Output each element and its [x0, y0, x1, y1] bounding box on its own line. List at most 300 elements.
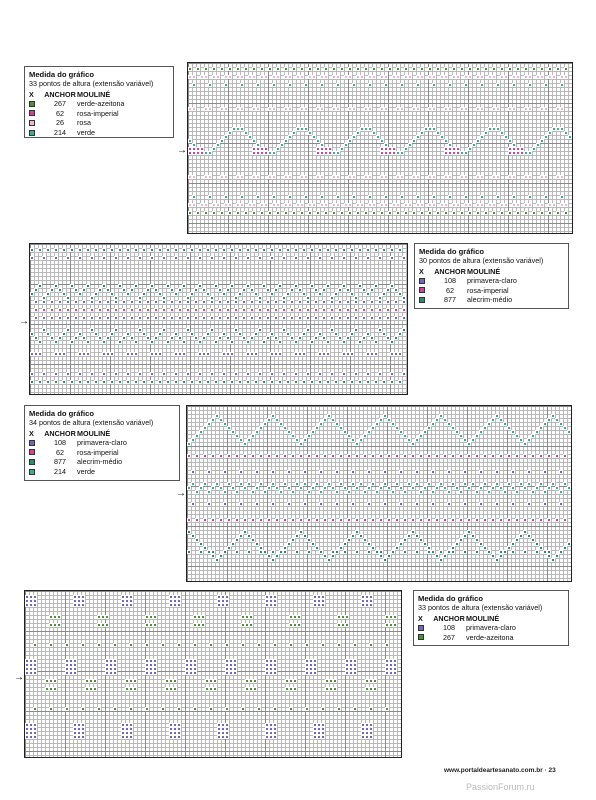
stitch-cell [242, 308, 246, 312]
legend-row: 214 verde [29, 128, 169, 138]
stitch-cell [288, 107, 292, 111]
stitch-cell [311, 486, 315, 490]
stitch-cell [142, 248, 146, 252]
stitch-cell [244, 211, 248, 215]
stitch-cell [215, 558, 219, 562]
stitch-cell [206, 248, 210, 252]
stitch-cell [74, 336, 78, 340]
stitch-cell [162, 256, 166, 260]
stitch-cell [129, 707, 133, 711]
stitch-cell [234, 256, 238, 260]
stitch-cell [195, 490, 199, 494]
stitch-cell [30, 380, 34, 384]
stitch-cell [564, 211, 568, 215]
stitch-cell [559, 470, 563, 474]
stitch-cell [118, 340, 122, 344]
stitch-cell [412, 211, 416, 215]
stitch-cell [240, 203, 244, 207]
color-swatch [419, 287, 425, 293]
stitch-cell [106, 308, 110, 312]
stitch-cell [210, 372, 214, 376]
stitch-cell [211, 518, 215, 522]
stitch-cell [142, 380, 146, 384]
stitch-cell [390, 380, 394, 384]
stitch-cell [293, 687, 297, 691]
stitch-cell [369, 603, 373, 607]
stitch-cell [339, 518, 343, 522]
stitch-cell [555, 554, 559, 558]
stitch-cell [499, 554, 503, 558]
stitch-cell [65, 643, 69, 647]
stitch-cell [211, 454, 215, 458]
stitch-cell [182, 248, 186, 252]
stitch-cell [444, 75, 448, 79]
stitch-cell [404, 211, 408, 215]
stitch-cell [278, 284, 282, 288]
stitch-cell [471, 482, 475, 486]
stitch-cell [323, 518, 327, 522]
stitch-cell [259, 482, 263, 486]
stitch-cell [235, 518, 239, 522]
stitch-cell [295, 550, 299, 554]
stitch-cell [272, 83, 276, 87]
stitch-cell [563, 454, 567, 458]
stitch-cell [338, 308, 342, 312]
stitch-cell [126, 372, 130, 376]
stitch-cell [363, 490, 367, 494]
stitch-cell [371, 454, 375, 458]
stitch-cell [126, 380, 130, 384]
stitch-cell [302, 352, 306, 356]
stitch-cell [256, 195, 260, 199]
stitch-cell [516, 75, 520, 79]
stitch-cell [230, 352, 234, 356]
stitch-cell [114, 316, 118, 320]
stitch-cell [298, 336, 302, 340]
stitch-cell [402, 256, 406, 260]
legend-4 [413, 590, 569, 646]
stitch-cell [224, 135, 228, 139]
stitch-cell [220, 139, 224, 143]
stitch-cell [448, 107, 452, 111]
stitch-cell [456, 75, 460, 79]
stitch-cell [78, 372, 82, 376]
stitch-cell [451, 518, 455, 522]
stitch-cell [210, 300, 214, 304]
stitch-cell [556, 211, 560, 215]
stitch-cell [366, 292, 370, 296]
stitch-cell [50, 308, 54, 312]
stitch-cell [134, 340, 138, 344]
legend-row: 267 verde-azeitona [29, 99, 169, 109]
stitch-cell [362, 308, 366, 312]
stitch-cell [173, 679, 177, 683]
stitch-cell [102, 340, 106, 344]
legend-subtitle: 33 pontos de altura (extensão variável) [29, 79, 154, 88]
stitch-cell [90, 372, 94, 376]
stitch-cell [484, 131, 488, 135]
stitch-cell [276, 147, 280, 151]
stitch-cell [208, 175, 212, 179]
stitch-cell [479, 502, 483, 506]
stitch-cell [70, 340, 74, 344]
stitch-cell [239, 502, 243, 506]
stitch-cell [369, 643, 373, 647]
stitch-cell [247, 438, 251, 442]
stitch-cell [42, 256, 46, 260]
stitch-cell [419, 490, 423, 494]
stitch-cell [340, 211, 344, 215]
stitch-cell [178, 316, 182, 320]
stitch-cell [173, 687, 177, 691]
stitch-cell [66, 328, 70, 332]
stitch-cell [402, 316, 406, 320]
stitch-cell [191, 470, 195, 474]
stitch-cell [78, 256, 82, 260]
stitch-cell [463, 470, 467, 474]
stitch-cell [467, 486, 471, 490]
stitch-cell [231, 542, 235, 546]
stitch-cell [138, 308, 142, 312]
stitch-cell [415, 502, 419, 506]
stitch-cell [528, 75, 532, 79]
stitch-cell [393, 615, 397, 619]
stitch-cell [528, 175, 532, 179]
stitch-cell [344, 143, 348, 147]
legend-header: X ANCHOR MOULINÉ [29, 429, 111, 438]
stitch-cell [195, 434, 199, 438]
stitch-cell [540, 211, 544, 215]
stitch-cell [42, 316, 46, 320]
stitch-cell [186, 308, 190, 312]
stitch-cell [192, 75, 196, 79]
stitch-cell [452, 67, 456, 71]
stitch-cell [228, 203, 232, 207]
stitch-cell [512, 83, 516, 87]
stitch-cell [532, 211, 536, 215]
stitch-cell [134, 352, 138, 356]
stitch-cell [216, 143, 220, 147]
stitch-cell [359, 438, 363, 442]
stitch-cell [190, 292, 194, 296]
stitch-cell [78, 248, 82, 252]
stitch-cell [207, 490, 211, 494]
stitch-cell [343, 550, 347, 554]
stitch-cell [282, 256, 286, 260]
stitch-cell [326, 380, 330, 384]
stitch-cell [236, 211, 240, 215]
stitch-cell [203, 482, 207, 486]
stitch-cell [495, 470, 499, 474]
stitch-cell [234, 308, 238, 312]
stitch-cell [178, 288, 182, 292]
stitch-cell [535, 486, 539, 490]
stitch-cell [527, 470, 531, 474]
stitch-cell [162, 328, 166, 332]
color-swatch [29, 110, 35, 116]
stitch-cell [190, 380, 194, 384]
stitch-cell [543, 502, 547, 506]
stitch-cell [238, 248, 242, 252]
stitch-cell [342, 372, 346, 376]
stitch-cell [297, 623, 301, 627]
stitch-cell [314, 316, 318, 320]
stitch-cell [298, 316, 302, 320]
stitch-cell [66, 316, 70, 320]
stitch-cell [230, 284, 234, 288]
stitch-cell [496, 195, 500, 199]
stitch-cell [368, 107, 372, 111]
stitch-cell [266, 308, 270, 312]
stitch-cell [356, 67, 360, 71]
stitch-cell [483, 426, 487, 430]
stitch-cell [274, 288, 278, 292]
stitch-cell [57, 615, 61, 619]
legend-title: Medida do gráfico [29, 70, 94, 79]
stitch-cell [408, 75, 412, 79]
stitch-cell [391, 490, 395, 494]
stitch-cell [515, 490, 519, 494]
stitch-cell [94, 380, 98, 384]
stitch-cell [411, 442, 415, 446]
stitch-cell [548, 131, 552, 135]
stitch-cell [207, 422, 211, 426]
stitch-cell [369, 707, 373, 711]
color-swatch [29, 101, 35, 107]
stitch-cell [563, 546, 567, 550]
stitch-cell [403, 538, 407, 542]
stitch-cell [402, 300, 406, 304]
color-swatch [419, 297, 425, 303]
stitch-cell [310, 340, 314, 344]
stitch-cell [250, 336, 254, 340]
stitch-cell [337, 707, 341, 711]
footer-url: www.portaldeartesanato.com.br [444, 767, 543, 774]
stitch-cell [508, 211, 512, 215]
stitch-cell [129, 735, 133, 739]
stitch-cell [383, 558, 387, 562]
stitch-cell [162, 300, 166, 304]
stitch-cell [307, 518, 311, 522]
stitch-cell [194, 308, 198, 312]
stitch-cell [303, 502, 307, 506]
stitch-cell [272, 107, 276, 111]
stitch-cell [291, 538, 295, 542]
stitch-cell [415, 438, 419, 442]
stitch-cell [193, 671, 197, 675]
stitch-cell [432, 203, 436, 207]
stitch-cell [214, 380, 218, 384]
stitch-cell [555, 454, 559, 458]
stitch-cell [368, 83, 372, 87]
stitch-cell [356, 211, 360, 215]
stitch-cell [364, 67, 368, 71]
stitch-cell [354, 316, 358, 320]
stitch-cell [110, 332, 114, 336]
stitch-cell [369, 735, 373, 739]
legend-header: X ANCHOR MOULINÉ [29, 90, 111, 99]
stitch-cell [158, 352, 162, 356]
stitch-cell [455, 542, 459, 546]
stitch-cell [182, 380, 186, 384]
stitch-cell [459, 490, 463, 494]
stitch-cell [358, 380, 362, 384]
stitch-cell [226, 316, 230, 320]
stitch-cell [366, 248, 370, 252]
stitch-cell [463, 502, 467, 506]
stitch-cell [503, 550, 507, 554]
stitch-cell [303, 482, 307, 486]
stitch-cell [256, 83, 260, 87]
stitch-cell [38, 284, 42, 288]
color-swatch [29, 449, 35, 455]
stitch-cell [203, 518, 207, 522]
stitch-cell [162, 316, 166, 320]
stitch-cell [567, 430, 571, 434]
stitch-cell [427, 482, 431, 486]
stitch-cell [243, 442, 247, 446]
stitch-cell [273, 643, 277, 647]
page-footer [444, 767, 556, 774]
stitch-cell [496, 175, 500, 179]
pattern-chart-2 [29, 243, 408, 395]
stitch-cell [66, 256, 70, 260]
stitch-cell [210, 256, 214, 260]
stitch-cell [254, 352, 258, 356]
stitch-cell [204, 211, 208, 215]
stitch-cell [321, 643, 325, 647]
stitch-cell [278, 352, 282, 356]
stitch-cell [174, 372, 178, 376]
stitch-cell [199, 550, 203, 554]
stitch-cell [398, 248, 402, 252]
stitch-cell [379, 418, 383, 422]
stitch-cell [162, 372, 166, 376]
stitch-cell [224, 195, 228, 199]
stitch-cell [460, 67, 464, 71]
stitch-cell [211, 486, 215, 490]
stitch-cell [34, 288, 38, 292]
stitch-cell [367, 502, 371, 506]
stitch-cell [435, 486, 439, 490]
stitch-cell [412, 67, 416, 71]
stitch-cell [208, 107, 212, 111]
stitch-cell [451, 454, 455, 458]
stitch-cell [212, 147, 216, 151]
stitch-cell [199, 486, 203, 490]
stitch-cell [487, 422, 491, 426]
stitch-cell [234, 300, 238, 304]
stitch-cell [443, 554, 447, 558]
stitch-cell [543, 470, 547, 474]
stitch-cell [500, 67, 504, 71]
stitch-cell [476, 67, 480, 71]
stitch-cell [468, 67, 472, 71]
stitch-cell [73, 671, 77, 675]
stitch-cell [330, 372, 334, 376]
stitch-cell [259, 518, 263, 522]
stitch-cell [122, 300, 126, 304]
stitch-cell [138, 256, 142, 260]
stitch-cell [81, 603, 85, 607]
stitch-cell [336, 203, 340, 207]
stitch-cell [187, 550, 191, 554]
stitch-cell [304, 83, 308, 87]
stitch-cell [105, 615, 109, 619]
stitch-cell [162, 308, 166, 312]
stitch-cell [273, 707, 277, 711]
stitch-cell [226, 288, 230, 292]
stitch-cell [46, 380, 50, 384]
stitch-cell [539, 482, 543, 486]
stitch-cell [363, 434, 367, 438]
legend-header: X ANCHOR MOULINÉ [419, 267, 501, 276]
stitch-cell [129, 603, 133, 607]
stitch-cell [539, 426, 543, 430]
stitch-cell [372, 203, 376, 207]
stitch-cell [347, 518, 351, 522]
stitch-cell [211, 550, 215, 554]
stitch-cell [270, 256, 274, 260]
stitch-cell [174, 380, 178, 384]
stitch-cell [540, 139, 544, 143]
stitch-cell [547, 454, 551, 458]
stitch-cell [53, 679, 57, 683]
legend-row: 108 primavera-claro [419, 276, 564, 286]
stitch-cell [54, 340, 58, 344]
legend-header: X ANCHOR MOULINÉ [418, 614, 500, 623]
stitch-cell [273, 671, 277, 675]
stitch-cell [38, 340, 42, 344]
stitch-cell [299, 486, 303, 490]
stitch-cell [30, 248, 34, 252]
stitch-cell [262, 340, 266, 344]
stitch-cell [90, 316, 94, 320]
stitch-cell [318, 248, 322, 252]
stitch-cell [350, 380, 354, 384]
stitch-cell [298, 300, 302, 304]
stitch-cell [145, 707, 149, 711]
stitch-cell [444, 67, 448, 71]
stitch-cell [355, 518, 359, 522]
stitch-cell [207, 470, 211, 474]
stitch-cell [528, 203, 532, 207]
stitch-cell [400, 83, 404, 87]
stitch-cell [154, 308, 158, 312]
stitch-cell [321, 707, 325, 711]
stitch-cell [158, 332, 162, 336]
stitch-cell [547, 418, 551, 422]
stitch-cell [288, 195, 292, 199]
stitch-cell [170, 300, 174, 304]
stitch-cell [294, 372, 298, 376]
stitch-cell [311, 430, 315, 434]
stitch-cell [186, 300, 190, 304]
stitch-cell [198, 248, 202, 252]
legend-3 [24, 405, 180, 481]
stitch-cell [348, 139, 352, 143]
stitch-cell [218, 308, 222, 312]
stitch-cell [336, 75, 340, 79]
stitch-cell [370, 308, 374, 312]
stitch-cell [233, 671, 237, 675]
stitch-cell [393, 671, 397, 675]
stitch-cell [495, 502, 499, 506]
stitch-cell [333, 687, 337, 691]
stitch-cell [198, 372, 202, 376]
stitch-cell [407, 534, 411, 538]
legend-2 [414, 243, 569, 309]
